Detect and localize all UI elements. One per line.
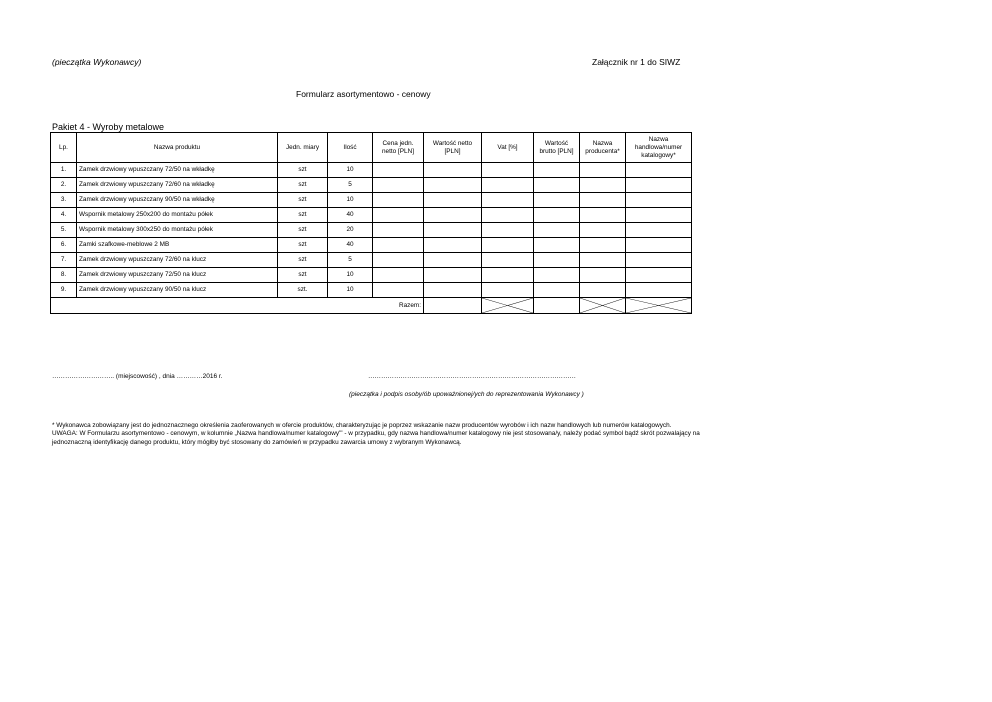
- table-header-row: [51, 133, 692, 163]
- row-unit-price-cell[interactable]: [373, 283, 424, 298]
- row-vat-cell[interactable]: [482, 283, 534, 298]
- total-net-value-cell[interactable]: [424, 298, 482, 314]
- place-date-line: ……………………….. (miejscowość) , dnia …………2016 r.: [52, 373, 223, 380]
- row-trade-name-cell[interactable]: [626, 163, 692, 178]
- footnote-warning: UWAGA: W Formularzu asortymentowo - cenowym, w kolumnie „Nazwa handlowa/numer katalogowy"' - w przypadku, gdy nazwa handlowa/numer katalogowy nie jest stosowana/y, należy podać symbol bądź skrót pozwalający na jednoznaczną identyfikację danego produktu, który mógłby być stosowany do zamówień w przypadku zawarcia umowy z wybranym Wykonawcą.: [52, 430, 700, 446]
- row-net-value-cell[interactable]: [424, 178, 482, 193]
- row-producer-cell[interactable]: [580, 268, 626, 283]
- row-quantity-cell: 10: [328, 193, 373, 208]
- header-unit: Jedn. miary: [278, 133, 328, 163]
- row-product-name-cell: Zamek drzwiowy wpuszczany 72/50 na klucz: [77, 268, 278, 283]
- row-producer-cell[interactable]: [580, 253, 626, 268]
- header-vat: Vat [%]: [482, 133, 534, 163]
- row-product-name-cell: Zamek drzwiowy wpuszczany 72/60 na wkładkę: [77, 178, 278, 193]
- row-vat-cell[interactable]: [482, 268, 534, 283]
- table-row: [51, 163, 692, 178]
- row-lp-cell: 1.: [51, 163, 77, 178]
- row-gross-value-cell[interactable]: [534, 163, 580, 178]
- table-row: [51, 268, 692, 283]
- total-gross-value-cell[interactable]: [534, 298, 580, 314]
- row-unit-price-cell[interactable]: [373, 163, 424, 178]
- row-product-name-cell: Wspornik metalowy 250x200 do montażu półek: [77, 208, 278, 223]
- row-unit-cell: szt.: [278, 283, 328, 298]
- row-unit-cell: szt: [278, 178, 328, 193]
- row-unit-cell: szt: [278, 253, 328, 268]
- table-row: [51, 208, 692, 223]
- row-unit-price-cell[interactable]: [373, 208, 424, 223]
- row-unit-cell: szt: [278, 193, 328, 208]
- row-unit-cell: szt: [278, 238, 328, 253]
- total-label: Razem:: [51, 298, 424, 314]
- annex-label: Załącznik nr 1 do SIWZ: [592, 57, 681, 67]
- row-unit-price-cell[interactable]: [373, 223, 424, 238]
- row-gross-value-cell[interactable]: [534, 238, 580, 253]
- row-lp-cell: 8.: [51, 268, 77, 283]
- row-lp-cell: 7.: [51, 253, 77, 268]
- row-net-value-cell[interactable]: [424, 238, 482, 253]
- form-title: Formularz asortymentowo - cenowy: [296, 89, 431, 99]
- row-lp-cell: 3.: [51, 193, 77, 208]
- row-net-value-cell[interactable]: [424, 253, 482, 268]
- table-row: [51, 238, 692, 253]
- row-producer-cell[interactable]: [580, 208, 626, 223]
- footnote-contractor-obligation: * Wykonawca zobowiązany jest do jednoznacznego określenia zaoferowanych w ofercie produktów, charakteryzując je poprzez wskazanie nazw producentów wyrobów i ich nazw handlowych lub numerów katalogowych.: [52, 422, 672, 429]
- row-unit-price-cell[interactable]: [373, 253, 424, 268]
- crossed-cell-vat: [482, 298, 534, 314]
- row-vat-cell[interactable]: [482, 163, 534, 178]
- header-trade-name: Nazwa handlowa/numer katalogowy*: [626, 133, 692, 163]
- row-product-name-cell: Zamki szafkowe-meblowe 2 MB: [77, 238, 278, 253]
- row-trade-name-cell[interactable]: [626, 178, 692, 193]
- row-net-value-cell[interactable]: [424, 283, 482, 298]
- row-vat-cell[interactable]: [482, 223, 534, 238]
- header-net-value: Wartość netto [PLN]: [424, 133, 482, 163]
- row-quantity-cell: 10: [328, 268, 373, 283]
- row-gross-value-cell[interactable]: [534, 268, 580, 283]
- price-form-table: [50, 132, 692, 314]
- signature-line: ……………………………………………………………………………………: [368, 373, 576, 380]
- row-gross-value-cell[interactable]: [534, 193, 580, 208]
- row-trade-name-cell[interactable]: [626, 283, 692, 298]
- package-title: Pakiet 4 - Wyroby metalowe: [52, 122, 164, 132]
- row-product-name-cell: Zamek drzwiowy wpuszczany 90/50 na klucz: [77, 283, 278, 298]
- row-gross-value-cell[interactable]: [534, 283, 580, 298]
- row-trade-name-cell[interactable]: [626, 208, 692, 223]
- header-unit-price: Cena jedn. netto [PLN]: [373, 133, 424, 163]
- row-producer-cell[interactable]: [580, 283, 626, 298]
- row-quantity-cell: 20: [328, 223, 373, 238]
- row-trade-name-cell[interactable]: [626, 193, 692, 208]
- row-gross-value-cell[interactable]: [534, 253, 580, 268]
- row-unit-cell: szt: [278, 163, 328, 178]
- row-net-value-cell[interactable]: [424, 268, 482, 283]
- row-quantity-cell: 5: [328, 178, 373, 193]
- row-gross-value-cell[interactable]: [534, 223, 580, 238]
- row-vat-cell[interactable]: [482, 238, 534, 253]
- row-net-value-cell[interactable]: [424, 223, 482, 238]
- row-lp-cell: 9.: [51, 283, 77, 298]
- row-producer-cell[interactable]: [580, 178, 626, 193]
- row-net-value-cell[interactable]: [424, 208, 482, 223]
- row-product-name-cell: Zamek drzwiowy wpuszczany 90/50 na wkładkę: [77, 193, 278, 208]
- row-net-value-cell[interactable]: [424, 163, 482, 178]
- row-quantity-cell: 10: [328, 283, 373, 298]
- row-vat-cell[interactable]: [482, 193, 534, 208]
- row-quantity-cell: 10: [328, 163, 373, 178]
- footnote: [52, 422, 702, 447]
- row-trade-name-cell[interactable]: [626, 253, 692, 268]
- table-row: [51, 223, 692, 238]
- header-producer: Nazwa producenta*: [580, 133, 626, 163]
- row-gross-value-cell[interactable]: [534, 208, 580, 223]
- row-vat-cell[interactable]: [482, 178, 534, 193]
- row-producer-cell[interactable]: [580, 223, 626, 238]
- row-vat-cell[interactable]: [482, 253, 534, 268]
- row-unit-price-cell[interactable]: [373, 238, 424, 253]
- header-gross-value: Wartość brutto [PLN]: [534, 133, 580, 163]
- header-product-name: Nazwa produktu: [77, 133, 278, 163]
- row-trade-name-cell[interactable]: [626, 268, 692, 283]
- row-unit-cell: szt: [278, 208, 328, 223]
- row-unit-price-cell[interactable]: [373, 193, 424, 208]
- table-row: [51, 178, 692, 193]
- crossed-cell-producer: [580, 298, 626, 314]
- header-lp: Lp.: [51, 133, 77, 163]
- header-quantity: Ilość: [328, 133, 373, 163]
- row-product-name-cell: Wspornik metalowy 300x250 do montażu półek: [77, 223, 278, 238]
- row-net-value-cell[interactable]: [424, 193, 482, 208]
- row-unit-price-cell[interactable]: [373, 268, 424, 283]
- crossed-cell-trade-name: [626, 298, 692, 314]
- row-unit-price-cell[interactable]: [373, 178, 424, 193]
- row-lp-cell: 4.: [51, 208, 77, 223]
- signature-caption: (pieczątka i podpis osoby/ób upoważnionej/ych do reprezentowania Wykonawcy ): [349, 391, 584, 398]
- table-row: [51, 193, 692, 208]
- total-row: [51, 298, 692, 314]
- row-product-name-cell: Zamek drzwiowy wpuszczany 72/60 na klucz: [77, 253, 278, 268]
- row-unit-cell: szt: [278, 223, 328, 238]
- row-quantity-cell: 40: [328, 238, 373, 253]
- row-vat-cell[interactable]: [482, 208, 534, 223]
- row-unit-cell: szt: [278, 268, 328, 283]
- table-row: [51, 283, 692, 298]
- row-lp-cell: 5.: [51, 223, 77, 238]
- row-trade-name-cell[interactable]: [626, 238, 692, 253]
- row-producer-cell[interactable]: [580, 163, 626, 178]
- row-trade-name-cell[interactable]: [626, 223, 692, 238]
- row-quantity-cell: 40: [328, 208, 373, 223]
- table-row: [51, 253, 692, 268]
- row-producer-cell[interactable]: [580, 238, 626, 253]
- row-producer-cell[interactable]: [580, 193, 626, 208]
- row-product-name-cell: Zamek drzwiowy wpuszczany 72/50 na wkładkę: [77, 163, 278, 178]
- row-gross-value-cell[interactable]: [534, 178, 580, 193]
- row-lp-cell: 6.: [51, 238, 77, 253]
- row-lp-cell: 2.: [51, 178, 77, 193]
- row-quantity-cell: 5: [328, 253, 373, 268]
- contractor-stamp-label: (pieczątka Wykonawcy): [52, 57, 142, 67]
